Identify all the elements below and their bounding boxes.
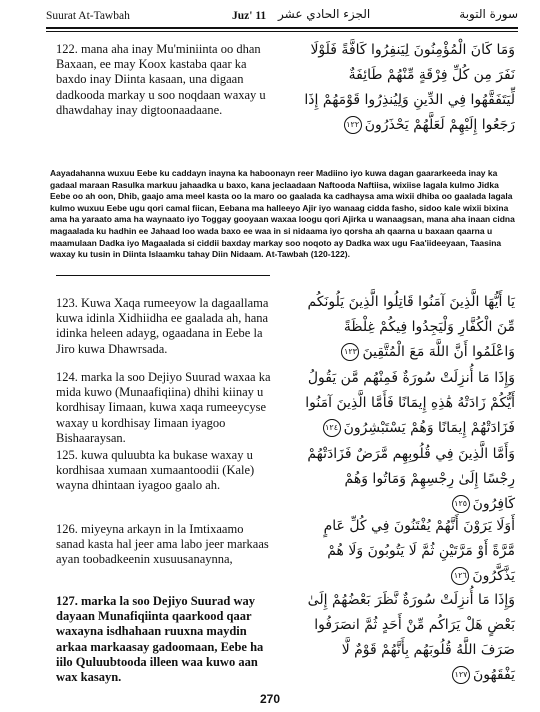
- verse-127-arabic: [300, 588, 515, 688]
- arabic-text: وَمَا كَانَ الْمُؤْمِنُونَ لِيَنفِرُوا كَافَّةً فَلَوْلَا نَفَرَ مِن كُلِّ فِرْقَةٍ مِّنْهُمْ طَائِفَةٌ لِّيَتَفَقَّهُوا فِي الدِّينِ وَلِيُنذِرُوا قَوْمَهُمْ إِذَا رَجَعُوا إِلَيْهِمْ لَعَلَّهُمْ يَحْذَرُونَ: [304, 42, 515, 133]
- surah-arabic: سورة التوبة: [459, 7, 518, 21]
- arabic-text: وَإِذَا مَا أُنزِلَتْ سُورَةٌ فَمِنْهُم مَّن يَقُولُ أَيُّكُمْ زَادَتْهُ هَٰذِهِ إِيمَانًا فَأَمَّا الَّذِينَ آمَنُوا فَزَادَتْهُمْ إِيمَانًا وَهُمْ يَسْتَبْشِرُونَ: [305, 370, 515, 436]
- verse-123-translation: 123. Kuwa Xaqa rumeeyow la dagaallama kuwa idinla Xidhiidha ee gaalada ah, hana idinka heleen adayg, ogaadana in Eebe la Jiro kuwa Dhawrsada.: [56, 296, 269, 356]
- verse-number-marker: ١٢٣: [341, 343, 359, 361]
- verse-124-arabic: [300, 366, 515, 441]
- verse-122-arabic: [300, 38, 515, 138]
- arabic-text: يَا أَيُّهَا الَّذِينَ آمَنُوا قَاتِلُوا الَّذِينَ يَلُونَكُم مِّنَ الْكُفَّارِ وَلْيَجِدُوا فِيكُمْ غِلْظَةً وَاعْلَمُوا أَنَّ اللَّهَ مَعَ الْمُتَّقِينَ: [307, 294, 515, 360]
- verse-126-arabic: [300, 514, 515, 589]
- header-rule: [46, 27, 518, 29]
- verse-number-marker: ١٢٤: [323, 419, 341, 437]
- juz-arabic: الجزء الحادي عشر: [278, 7, 371, 21]
- arabic-text: وَإِذَا مَا أُنزِلَتْ سُورَةٌ نَّظَرَ بَعْضُهُمْ إِلَىٰ بَعْضٍ هَلْ يَرَاكُم مِّنْ أَحَدٍ ثُمَّ انصَرَفُوا صَرَفَ اللَّهُ قُلُوبَهُم بِأَنَّهُمْ قَوْمٌ لَّا يَفْقَهُونَ: [307, 592, 515, 683]
- surah-name: Suurat At-Tawbah: [46, 10, 130, 22]
- verse-127-translation: 127. marka la soo Dejiyo Suurad way dayaan Munafiqiinta qaarkood qaar waxayna isdhahaan ruuxna maydin arkaa markaasay gadoomaan, Eebe ha iilo Quluubtooda illeen waa kuwo aan wax kasayn.: [56, 594, 264, 685]
- verse-125-translation: 125. kuwa quluubta ka bukase waxay u kordhisaa xumaan xumaantoodii (Kale) wayna dhintaan iyagoo gaalo ah.: [56, 448, 255, 493]
- verse-123-arabic: [300, 290, 515, 365]
- arabic-text: أَوَلَا يَرَوْنَ أَنَّهُمْ يُفْتَنُونَ فِي كُلِّ عَامٍ مَّرَّةً أَوْ مَرَّتَيْنِ ثُمَّ لَا يَتُوبُونَ وَلَا هُمْ يَذَّكَّرُونَ: [323, 518, 515, 584]
- arabic-text: وَأَمَّا الَّذِينَ فِي قُلُوبِهِم مَّرَضٌ فَزَادَتْهُمْ رِجْسًا إِلَىٰ رِجْسِهِمْ وَمَاتُوا وَهُمْ كَافِرُونَ: [307, 446, 515, 512]
- page-header: [46, 6, 518, 28]
- verse-122-translation: 122. mana aha inay Mu'miniinta oo dhan Baxaan, ee may Koox kastaba qaar ka baxdo inay Diinta kasaan, una digaan dadkooda markay u soo noqdaan waxay u dhawdahay inay digtoonaadaane.: [56, 42, 266, 117]
- verse-number-marker: ١٢٥: [452, 495, 470, 513]
- page-number: 270: [259, 692, 281, 706]
- verse-124-translation: 124. marka la soo Dejiyo Suurad waxaa ka mida kuwo (Munaafiqiina) dhihi kiinay u kordhisay Iimaan, kuwa xaqa rumeeycyse waxay u kordhisay Iimaan iyagoo Bishaaraysan.: [56, 370, 271, 445]
- verse-number-marker: ١٢٧: [452, 666, 470, 684]
- verse-number-marker: ١٢٢: [344, 116, 362, 134]
- juz-label: Juz' 11: [232, 10, 267, 22]
- verse-126-translation: 126. miyeyna arkayn in la Imtixaamo sanad kasta hal jeer ama labo jeer markaas ayan toobadkeenin xusuusanaynna,: [56, 522, 269, 567]
- verse-125-arabic: [300, 442, 515, 517]
- commentary-paragraph: Aayadahanna wuxuu Eebe ku caddayn inayna ka haboonayn reer Madiino iyo kuwa dagan gaararkeeda inay ka gadaal maraan Rasulka markuu jahaadka u baxo, kana jeclaadaan Naftooda Naftiisa, wixiise lagala kulmo Jidka Eebe oo ah oon, Dhib, gaajo ama meel kasta oo la maro oo gaalada ka cadhaysa ama wixii dhiba oo gaalada lagala kulmo wuxuu Eebe ugu qori camal fiican, Eebana ma halleeyo Ajir iyo wanaag cidda fasho, sidoo kale wixii bixina ama ha yaraato ama ha waynaato iyo Toggay gooyaan waxaa loogu qori Ajirka u wanaagsan, mana aha inaan cidna magaalada ku hadhin ee Jahaad loo wada baxo ee waa in si nidaama iyo qorsha ah qaarna u baxaan qaarna u maamulaan Dadka iyo Magaalada si ciddii baxday markay soo noqoto ay Dadka wax ugu Faa'iideeyaan, Taasina waxay ku tusin in Diinta Islaamku tahay Diin Nidaam. At-Tawbah (120-122).: [50, 168, 515, 260]
- header-rule-thin: [46, 31, 518, 32]
- verse-number-marker: ١٢٦: [451, 567, 469, 585]
- section-divider: [56, 275, 270, 276]
